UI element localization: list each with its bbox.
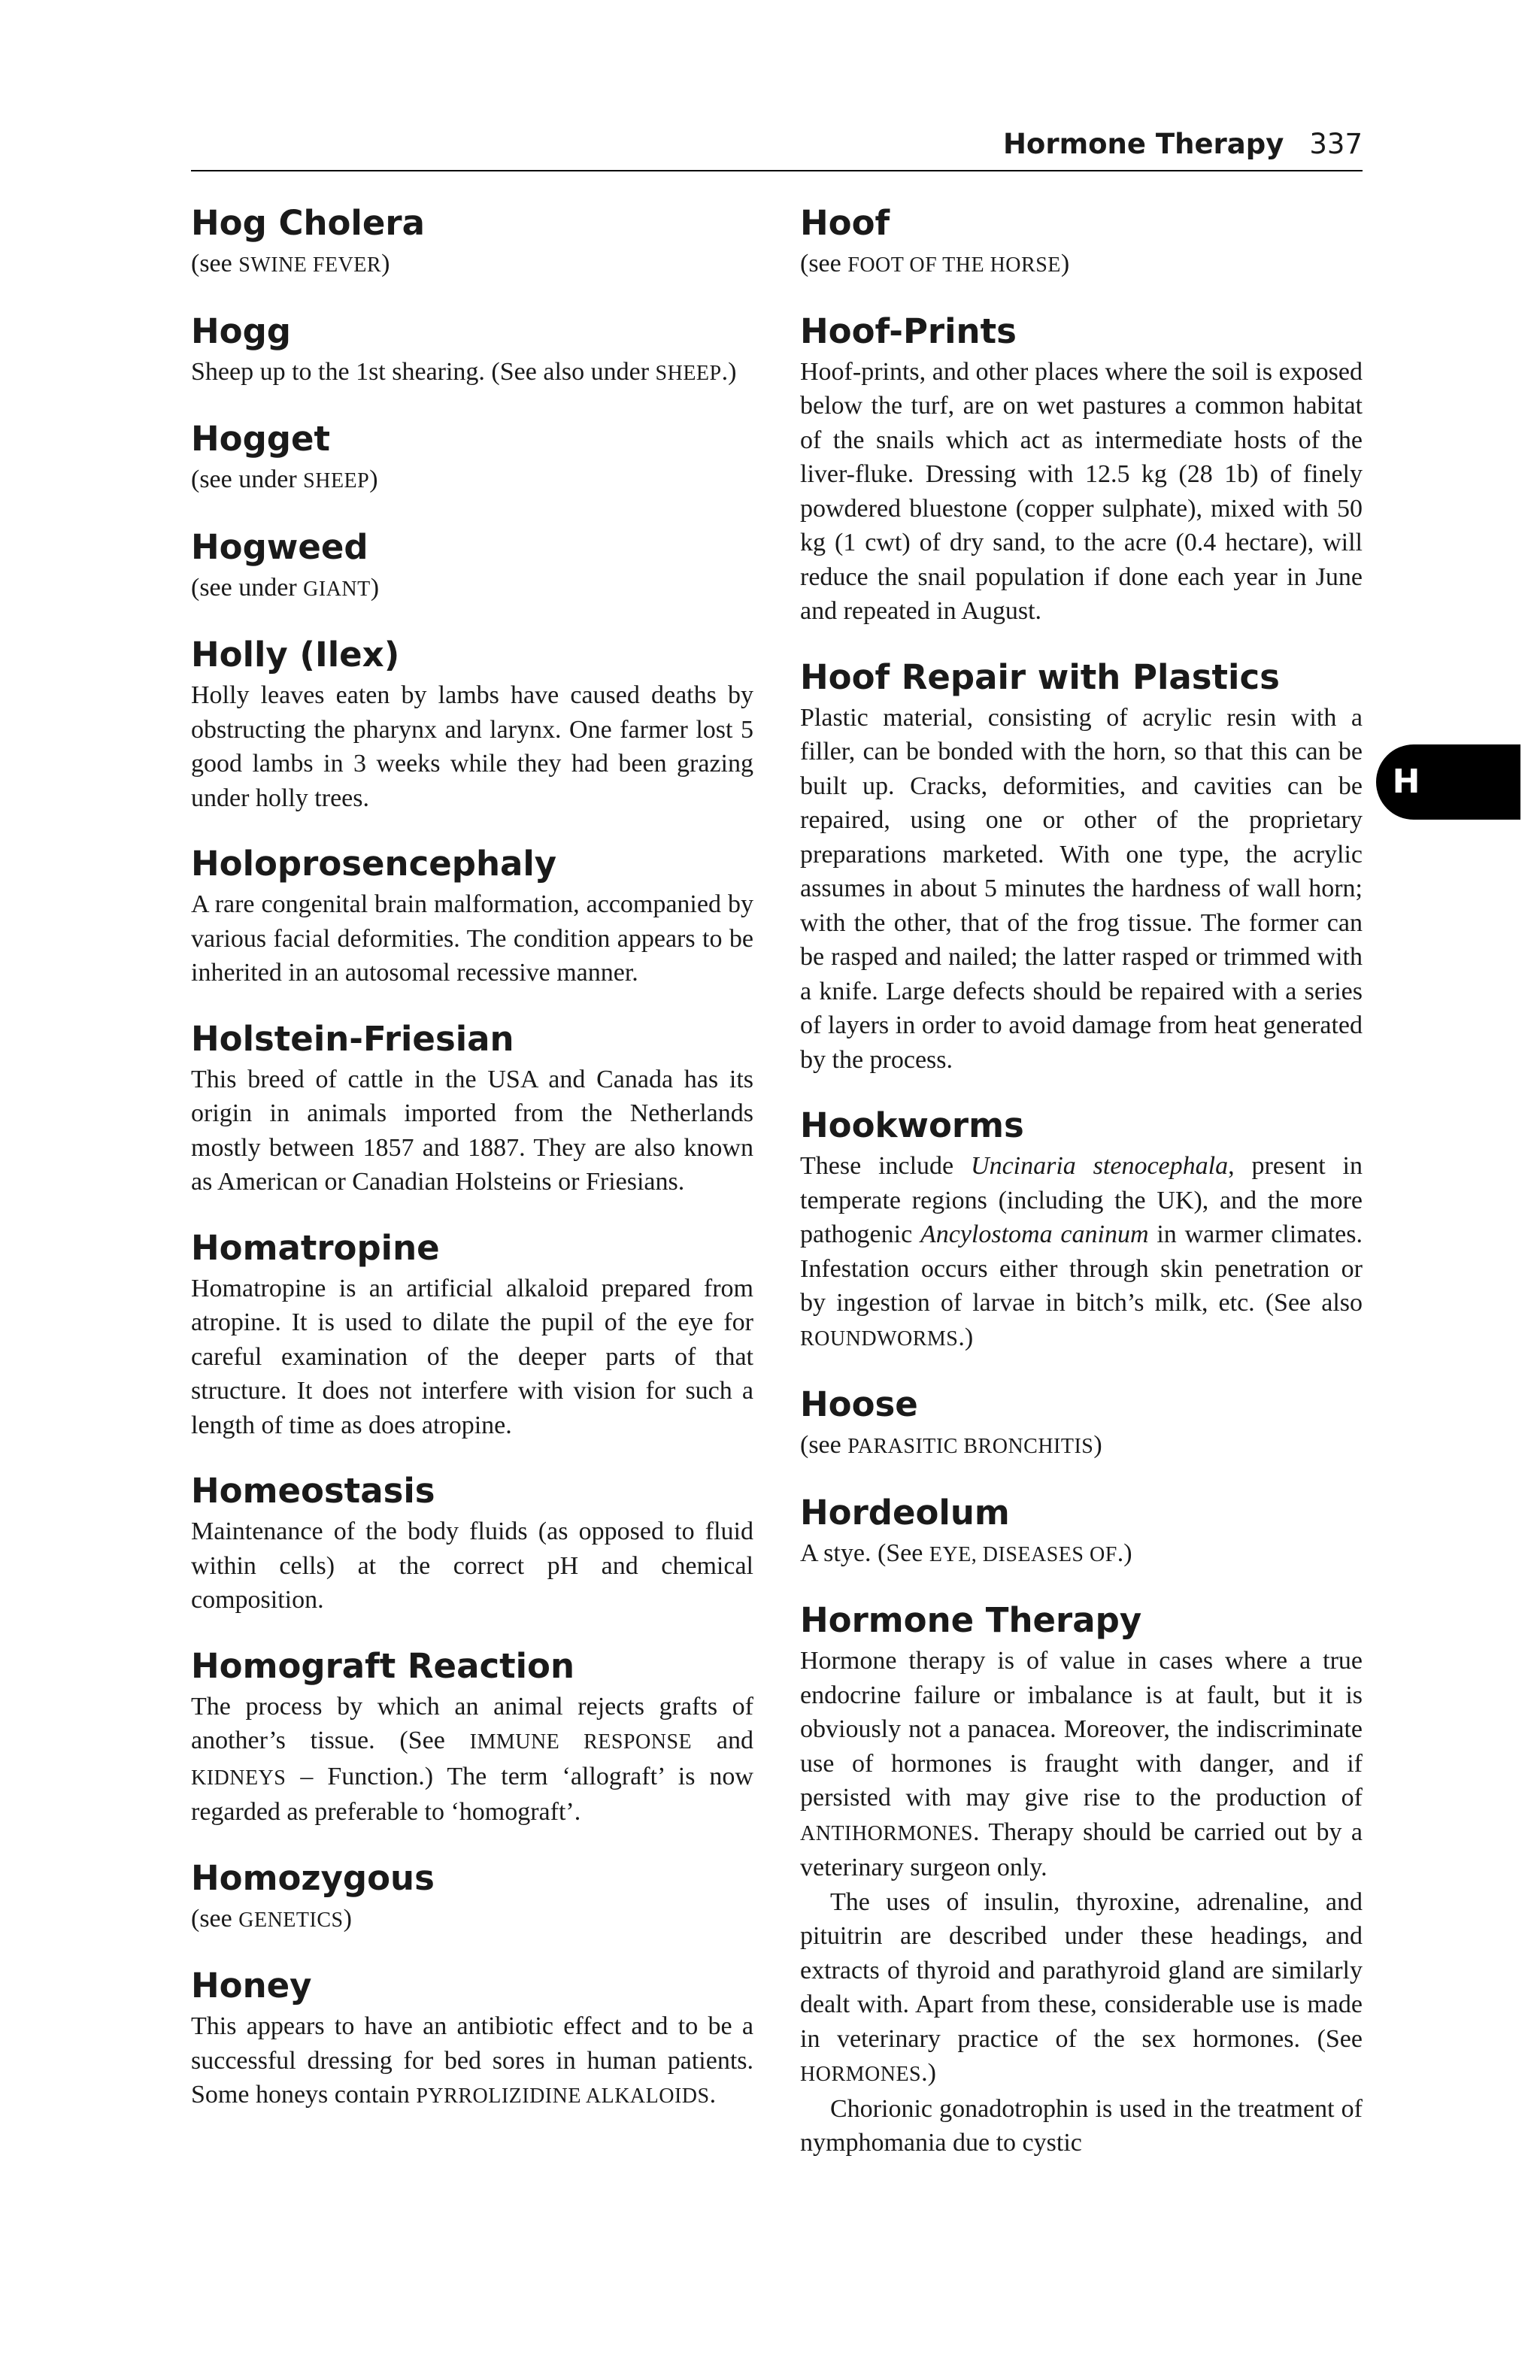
entry-hoof-prints <box>800 310 1363 629</box>
entry-body: This appears to have an antibiotic effect and to be a successful dressing for bed sores in human patients. Some honeys contain PYRROLIZIDINE ALKALOIDS. <box>191 2012 753 2109</box>
entry-body: (see SWINE FEVER) <box>191 250 390 277</box>
entry-hoof-repair <box>800 656 1363 1078</box>
entry-hordeolum <box>800 1491 1363 1572</box>
entry-holoprosencephaly <box>191 842 753 990</box>
headword: Hogget <box>191 419 331 459</box>
headword: Honey <box>191 1966 312 2006</box>
entry-body: This breed of cattle in the USA and Canada has its origin in animals imported from the Netherlands mostly between 1857 and 1887. They are also known as American or Canadian Holsteins or Friesians. <box>191 1065 753 1196</box>
right-column <box>800 202 1363 2187</box>
cross-reference: ANTIHORMONES <box>800 1821 973 1845</box>
cross-reference: GIANT <box>303 577 371 601</box>
entry-holly <box>191 633 753 815</box>
entry-body: Holly leaves eaten by lambs have caused deaths by obstructing the pharynx and larynx. One farmer lost 5 good lambs in 3 weeks while they had been grazing under holly trees. <box>191 681 753 812</box>
headword: Homozygous <box>191 1857 435 1898</box>
entry-hookworms <box>800 1104 1363 1356</box>
entry-body: Plastic material, consisting of acrylic resin with a filler, can be bonded with the horn, so that this can be built up. Cracks, deformities, and cavities can be repaired, using one or other of the proprietary preparations marketed. With one type, the acrylic assumes in about 5 minutes the hardness of wall horn; with the other, that of the frog tissue. The former can be rasped and nailed; the latter rasped or trimmed with a knife. Large defects should be repaired with a series of layers in order to avoid damage from heat generated by the process. <box>800 703 1363 1074</box>
entry-homozygous <box>191 1857 753 1938</box>
headword: Hormone Therapy <box>800 1600 1142 1640</box>
entry-hormone-therapy <box>800 1599 1363 2160</box>
entry-homatropine <box>191 1226 753 1443</box>
entry-body: Maintenance of the body fluids (as opposed to fluid within cells) at the correct pH and chemical composition. <box>191 1517 753 1614</box>
entry-body: Hoof-prints, and other places where the soil is exposed below the turf, are on wet pastures a common habitat of the snails which act as intermediate hosts of the liver-fluke. Dressing with 12.5 kg (28 1b) of finely powdered bluestone (copper sulphate), mixed with 50 kg (1 cwt) of dry sand, to the acre (0.4 hectare), will reduce the snail population if done each year in June and repeated in August. <box>800 357 1363 625</box>
headword: Holly (Ilex) <box>191 635 400 675</box>
cross-reference: SHEEP <box>303 469 370 493</box>
species-name: Ancylostoma caninum <box>920 1220 1149 1248</box>
entry-body: (see FOOT OF THE HORSE) <box>800 250 1070 277</box>
entry-body: The process by which an animal rejects grafts of another’s tissue. (See IMMUNE RESPONSE and KIDNEYS – Function.) The term ‘allograft’ is now regarded as preferable to ‘homograft’. <box>191 1692 754 1826</box>
headword: Homeostasis <box>191 1471 435 1511</box>
entry-honey <box>191 1964 753 2114</box>
left-column <box>191 202 753 2141</box>
entry-hoose <box>800 1383 1363 1464</box>
entry-body: (see under SHEEP) <box>191 465 378 493</box>
cross-reference: GENETICS <box>238 1908 344 1932</box>
entry-body: Homatropine is an artificial alkaloid prepared from atropine. It is used to dilate the pupil of the eye for careful examination of the deeper parts of that structure. It does not interfere with vision for such a length of time as does atropine. <box>191 1274 753 1439</box>
entry-body: (see under GIANT) <box>191 573 380 602</box>
running-header <box>191 125 1363 171</box>
cross-reference: SHEEP <box>655 361 722 385</box>
headword: Hoof <box>800 203 890 243</box>
species-name: Uncinaria stenocephala <box>971 1152 1229 1180</box>
entry-body: These include Uncinaria stenocephala, present in temperate regions (including the UK), and the more pathogenic Ancylostoma caninum in warmer climates. Infestation occurs either through skin penetration or by ingestion of larvae in bitch’s milk, etc. (See also ROUNDWORMS.) <box>800 1152 1363 1351</box>
headword: Hookworms <box>800 1105 1024 1145</box>
headword: Homatropine <box>191 1227 440 1268</box>
entry-holstein-friesian <box>191 1017 753 1199</box>
paragraph: The uses of insulin, thyroxine, adrenaline, and pituitrin are described under these headings, and extracts of thyroid and parathyroid gland are similarly dealt with. Apart from these, considerable use is made in veterinary practice of the sex hormones. (See HORMONES.) <box>800 1887 1363 2087</box>
entry-hogg <box>191 310 753 391</box>
headword: Hordeolum <box>800 1492 1010 1533</box>
headword: Holstein-Friesian <box>191 1018 514 1059</box>
headword: Hoose <box>800 1384 918 1424</box>
entry-hogweed <box>191 526 753 607</box>
cross-reference: PYRROLIZIDINE ALKALOIDS <box>416 2084 710 2108</box>
headword: Hog Cholera <box>191 203 425 243</box>
running-header-title: Hormone Therapy <box>1002 128 1284 160</box>
entry-body <box>800 1644 1363 2160</box>
headword: Hoof Repair with Plastics <box>800 656 1280 697</box>
paragraph: Chorionic gonadotrophin is used in the treatment of nymphomania due to cystic <box>800 2094 1363 2157</box>
headword: Homograft Reaction <box>191 1645 575 1686</box>
entry-body: (see PARASITIC BRONCHITIS) <box>800 1431 1102 1459</box>
headword: Holoprosencephaly <box>191 844 557 884</box>
entry-hoof <box>800 202 1363 283</box>
cross-reference: FOOT OF THE HORSE <box>847 253 1061 277</box>
headword: Hoof-Prints <box>800 311 1017 351</box>
headword: Hogweed <box>191 526 368 567</box>
section-thumb-tab <box>1376 744 1520 820</box>
headword: Hogg <box>191 311 292 351</box>
cross-reference: KIDNEYS <box>191 1766 286 1790</box>
thumb-tab-letter: H <box>1392 763 1420 801</box>
entry-body: A stye. (See EYE, DISEASES OF.) <box>800 1539 1132 1567</box>
cross-reference: SWINE FEVER <box>238 253 382 277</box>
entry-homograft-reaction <box>191 1645 753 1830</box>
cross-reference: ROUNDWORMS <box>800 1326 959 1351</box>
entry-hogget <box>191 417 753 499</box>
entry-homeostasis <box>191 1469 753 1617</box>
entry-body: A rare congenital brain malformation, accompanied by various facial deformities. The condition appears to be inherited in an autosomal recessive manner. <box>191 890 753 987</box>
entry-body: (see GENETICS) <box>191 1904 352 1933</box>
cross-reference: IMMUNE RESPONSE <box>469 1730 693 1754</box>
cross-reference: EYE, DISEASES OF <box>929 1542 1117 1566</box>
cross-reference: PARASITIC BRONCHITIS <box>847 1435 1094 1458</box>
entry-body: Sheep up to the 1st shearing. (See also under SHEEP.) <box>191 357 737 386</box>
paragraph: Hormone therapy is of value in cases where a true endocrine failure or imbalance is at fault, but it is obviously not a panacea. Moreover, the indiscriminate use of hormones is fraught with danger, and if persisted with may give rise to the production of ANTIHORMONES. Therapy should be carried out by a veterinary surgeon only. <box>800 1647 1363 1881</box>
page-number: 337 <box>1309 128 1363 160</box>
cross-reference: HORMONES <box>800 2063 922 2086</box>
entry-hog-cholera <box>191 202 753 283</box>
